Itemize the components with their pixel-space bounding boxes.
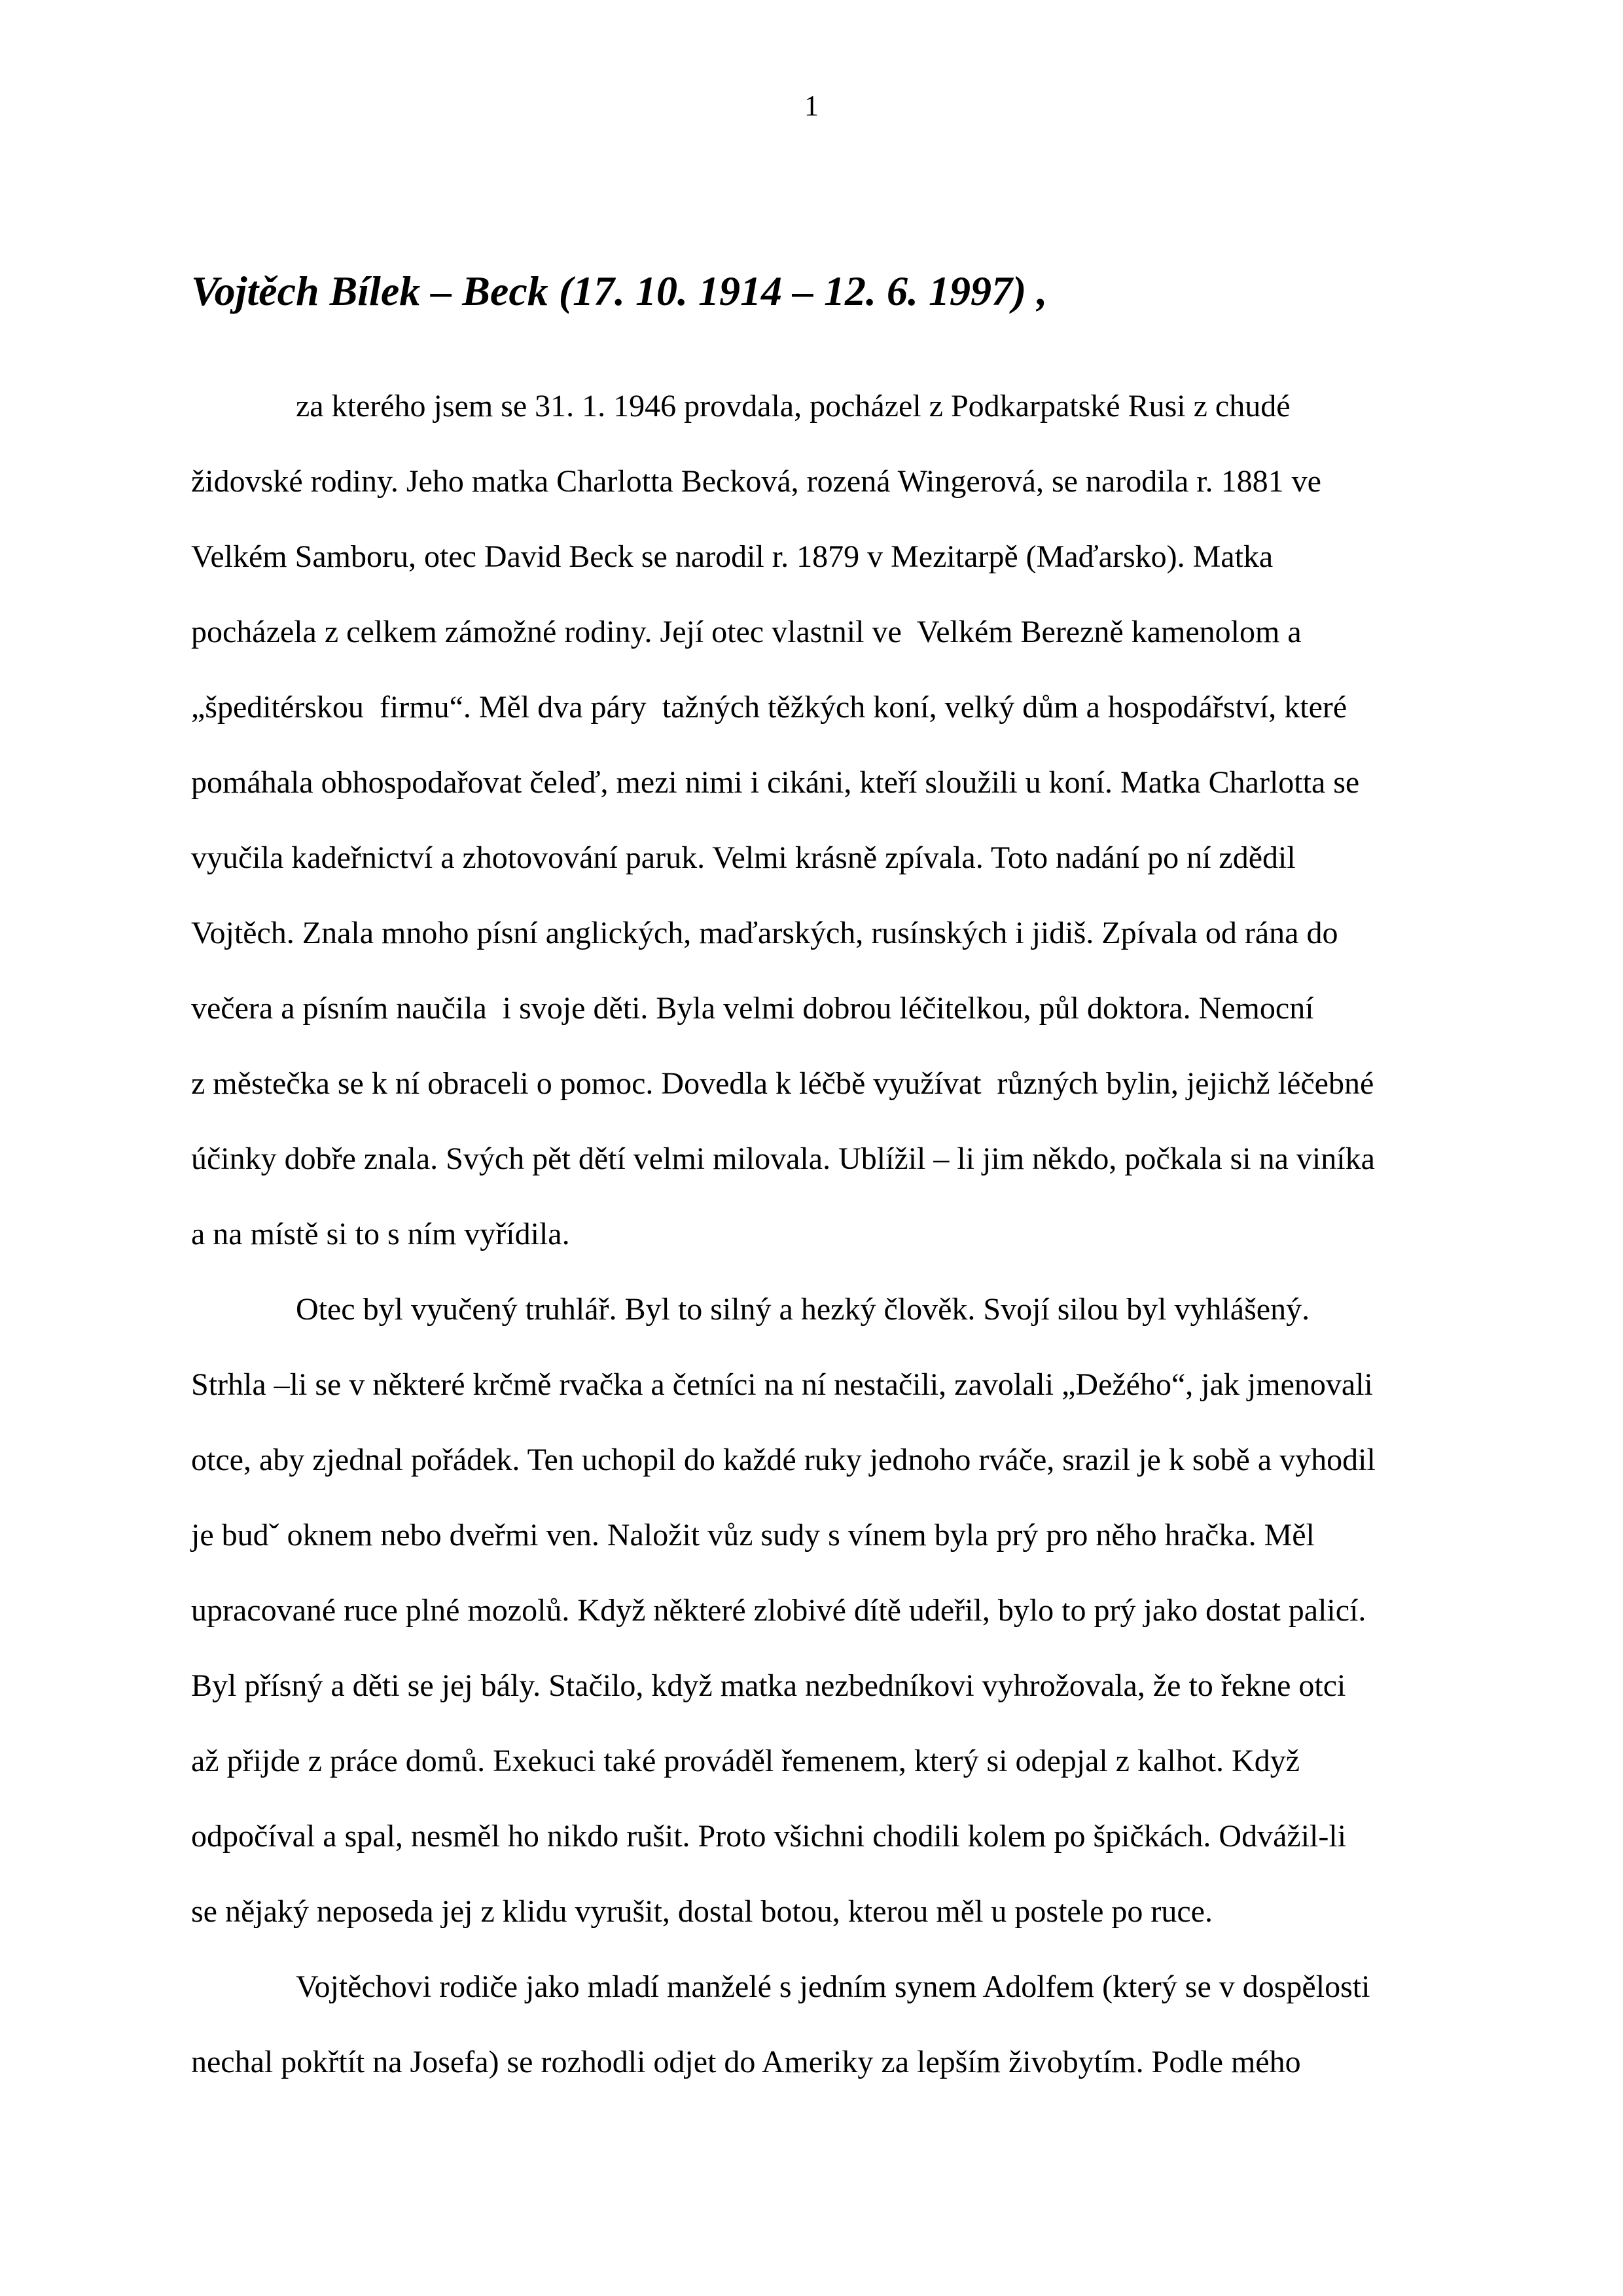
text-line: otce, aby zjednal pořádek. Ten uchopil do každé ruky jednoho rváče, srazil je k sobě a vyhodil [191,1443,1376,1477]
text-line: Velkém Samboru, otec David Beck se narodil r. 1879 v Mezitarpě (Maďarsko). Matka [191,539,1274,574]
paragraph-2 [191,1272,1435,1949]
text-line: židovské rodiny. Jeho matka Charlotta Becková, rozená Wingerová, se narodila r. 1881 ve [191,464,1321,499]
document-title: Vojtěch Bílek – Beck (17. 10. 1914 – 12. 6. 1997) , [191,268,1048,314]
text-line: účinky dobře znala. Svých pět dětí velmi milovala. Ublížil – li jim někdo, počkala si na viníka [191,1141,1375,1176]
text-line: pocházela z celkem zámožné rodiny. Její otec vlastnil ve Velkém Berezně kamenolom a [191,615,1302,649]
text-line: Vojtěch. Znala mnoho písní anglických, maďarských, rusínských i jidiš. Zpívala od rána do [191,916,1338,950]
document-body [191,368,1435,2100]
text-line: pomáhala obhospodařovat čeleď, mezi nimi i cikáni, kteří sloužili u koní. Matka Charlotta se [191,765,1360,800]
paragraph-1 [191,368,1435,1272]
text-line: Byl přísný a děti se jej bály. Stačilo, když matka nezbedníkovi vyhrožovala, že to řekne otci [191,1668,1346,1703]
text-line: Otec byl vyučený truhlář. Byl to silný a hezký člověk. Svojí silou byl vyhlášený. [296,1292,1310,1327]
text-line: za kterého jsem se 31. 1. 1946 provdala, pocházel z Podkarpatské Rusi z chudé [296,389,1291,423]
text-line: večera a písním naučila i svoje děti. Byla velmi dobrou léčitelkou, půl doktora. Nemocní [191,991,1314,1026]
text-line: „špeditérskou firmu“. Měl dva páry tažných těžkých koní, velký dům a hospodářství, které [191,690,1347,725]
text-line: Vojtěchovi rodiče jako mladí manželé s jedním synem Adolfem (který se v dospělosti [296,1969,1370,2004]
text-line: odpočíval a spal, nesměl ho nikdo rušit. Proto všichni chodili kolem po špičkách. Odvážil-li [191,1819,1347,1854]
text-line: až přijde z práce domů. Exekuci také prováděl řemenem, který si odepjal z kalhot. Když [191,1744,1300,1778]
text-line: a na místě si to s ním vyřídila. [191,1217,570,1251]
text-line: je budˇ oknem nebo dveřmi ven. Naložit vůz sudy s vínem byla prý pro něho hračka. Měl [191,1518,1315,1552]
text-line: nechal pokřtít na Josefa) se rozhodli odjet do Ameriky za lepším živobytím. Podle mého [191,2045,1301,2079]
text-line: Strhla –li se v některé krčmě rvačka a četníci na ní nestačili, zavolali „Dežého“, jak jmenovali [191,1367,1373,1402]
text-line: upracované ruce plné mozolů. Když některé zlobivé dítě udeřil, bylo to prý jako dostat palicí. [191,1593,1366,1628]
page-number: 1 [804,90,819,122]
text-line: z městečka se k ní obraceli o pomoc. Dovedla k léčbě využívat různých bylin, jejichž léčebné [191,1066,1374,1101]
text-line: vyučila kadeřnictví a zhotovování paruk. Velmi krásně zpívala. Toto nadání po ní zdědil [191,840,1296,875]
paragraph-3 [191,1949,1435,2100]
text-line: se nějaký neposeda jej z klidu vyrušit, dostal botou, kterou měl u postele po ruce. [191,1894,1213,1929]
